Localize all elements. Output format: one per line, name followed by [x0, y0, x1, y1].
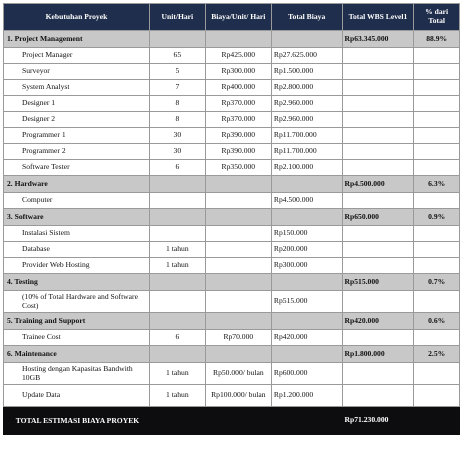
table-header-row: [4, 4, 460, 31]
item-empty-percent: [414, 128, 460, 144]
section-row: [4, 176, 460, 193]
item-name: Computer: [4, 193, 150, 209]
item-empty-percent: [414, 258, 460, 274]
table-row: [4, 80, 460, 96]
item-total: Rp420.000: [271, 330, 342, 346]
item-empty-percent: [414, 112, 460, 128]
cost-estimate-table: [3, 3, 460, 435]
item-name: Programmer 1: [4, 128, 150, 144]
section-percent: 0.6%: [414, 313, 460, 330]
section-empty-cell: [205, 209, 271, 226]
item-total: Rp150.000: [271, 226, 342, 242]
item-name: Update Data: [4, 385, 150, 407]
item-empty-wbs: [342, 330, 414, 346]
item-cost: Rp400.000: [205, 80, 271, 96]
item-empty-wbs: [342, 291, 414, 313]
item-empty-percent: [414, 242, 460, 258]
table-row: [4, 193, 460, 209]
item-unit: 1 tahun: [149, 385, 205, 407]
table-row: [4, 96, 460, 112]
item-total: Rp4.500.000: [271, 193, 342, 209]
item-empty-wbs: [342, 96, 414, 112]
item-unit: 8: [149, 96, 205, 112]
item-empty-wbs: [342, 160, 414, 176]
section-row: [4, 31, 460, 48]
section-wbs-total: Rp1.800.000: [342, 346, 414, 363]
section-empty-cell: [149, 313, 205, 330]
item-empty-wbs: [342, 363, 414, 385]
item-cost: Rp100.000/ bulan: [205, 385, 271, 407]
item-empty-wbs: [342, 128, 414, 144]
table-row: [4, 160, 460, 176]
section-empty-cell: [205, 313, 271, 330]
section-wbs-total: Rp420.000: [342, 313, 414, 330]
item-empty-percent: [414, 80, 460, 96]
table-row: [4, 363, 460, 385]
item-unit: 6: [149, 160, 205, 176]
section-percent: 2.5%: [414, 346, 460, 363]
item-name: System Analyst: [4, 80, 150, 96]
item-total: Rp2.800.000: [271, 80, 342, 96]
grand-total-empty-cell: [205, 407, 271, 435]
section-empty-cell: [271, 176, 342, 193]
header-kebutuhan-proyek: Kebutuhan Proyek: [4, 4, 150, 31]
item-empty-percent: [414, 144, 460, 160]
item-name: Trainee Cost: [4, 330, 150, 346]
grand-total-row: [4, 407, 460, 435]
item-empty-percent: [414, 330, 460, 346]
section-wbs-total: Rp63.345.000: [342, 31, 414, 48]
section-wbs-total: Rp515.000: [342, 274, 414, 291]
section-empty-cell: [271, 209, 342, 226]
item-empty-percent: [414, 363, 460, 385]
section-row: [4, 346, 460, 363]
section-row: [4, 274, 460, 291]
section-percent: 0.7%: [414, 274, 460, 291]
section-name: 1. Project Management: [4, 31, 150, 48]
header-percent-total: % dari Total: [414, 4, 460, 31]
item-cost: [205, 242, 271, 258]
grand-total-empty-cell: [271, 407, 342, 435]
section-empty-cell: [205, 346, 271, 363]
item-total: Rp300.000: [271, 258, 342, 274]
item-unit: 1 tahun: [149, 242, 205, 258]
item-name: Hosting dengan Kapasitas Bandwith 10GB: [4, 363, 150, 385]
section-empty-cell: [149, 209, 205, 226]
section-empty-cell: [205, 176, 271, 193]
item-unit: [149, 291, 205, 313]
table-row: [4, 64, 460, 80]
item-empty-percent: [414, 160, 460, 176]
grand-total-value: Rp71.230.000: [342, 407, 414, 435]
item-total: Rp600.000: [271, 363, 342, 385]
section-wbs-total: Rp650.000: [342, 209, 414, 226]
section-name: 5. Training and Support: [4, 313, 150, 330]
item-cost: Rp390.000: [205, 128, 271, 144]
grand-total-label: TOTAL ESTIMASI BIAYA PROYEK: [4, 407, 150, 435]
section-empty-cell: [205, 274, 271, 291]
item-empty-wbs: [342, 193, 414, 209]
section-name: 2. Hardware: [4, 176, 150, 193]
table-row: [4, 112, 460, 128]
header-biaya-unit-hari: Biaya/Unit/ Hari: [205, 4, 271, 31]
item-unit: [149, 193, 205, 209]
item-unit: 7: [149, 80, 205, 96]
item-empty-percent: [414, 48, 460, 64]
item-name: Designer 2: [4, 112, 150, 128]
item-empty-percent: [414, 291, 460, 313]
item-unit: 65: [149, 48, 205, 64]
item-cost: [205, 258, 271, 274]
item-cost: [205, 226, 271, 242]
grand-total-empty-cell: [149, 407, 205, 435]
item-empty-percent: [414, 193, 460, 209]
item-name: Programmer 2: [4, 144, 150, 160]
item-unit: 8: [149, 112, 205, 128]
item-empty-percent: [414, 64, 460, 80]
item-total: Rp2.960.000: [271, 96, 342, 112]
item-cost: Rp350.000: [205, 160, 271, 176]
section-wbs-total: Rp4.500.000: [342, 176, 414, 193]
section-empty-cell: [271, 274, 342, 291]
table-body: [4, 31, 460, 407]
grand-total-empty-cell: [414, 407, 460, 435]
header-unit-hari: Unit/Hari: [149, 4, 205, 31]
item-empty-wbs: [342, 242, 414, 258]
section-empty-cell: [149, 31, 205, 48]
item-cost: Rp390.000: [205, 144, 271, 160]
section-percent: 0.9%: [414, 209, 460, 226]
section-row: [4, 313, 460, 330]
cost-estimate-table-container: [3, 3, 460, 435]
table-row: [4, 385, 460, 407]
section-empty-cell: [205, 31, 271, 48]
item-cost: Rp70.000: [205, 330, 271, 346]
item-empty-wbs: [342, 226, 414, 242]
item-empty-percent: [414, 226, 460, 242]
item-cost: [205, 291, 271, 313]
item-unit: 30: [149, 144, 205, 160]
section-row: [4, 209, 460, 226]
item-name: Provider Web Hosting: [4, 258, 150, 274]
header-total-wbs-level1: Total WBS Level1: [342, 4, 414, 31]
item-empty-wbs: [342, 144, 414, 160]
item-name: Project Manager: [4, 48, 150, 64]
item-unit: [149, 226, 205, 242]
item-cost: Rp300.000: [205, 64, 271, 80]
table-row: [4, 291, 460, 313]
item-total: Rp1.500.000: [271, 64, 342, 80]
section-percent: 6.3%: [414, 176, 460, 193]
item-empty-wbs: [342, 64, 414, 80]
item-total: Rp515.000: [271, 291, 342, 313]
item-total: Rp200.000: [271, 242, 342, 258]
item-empty-percent: [414, 96, 460, 112]
section-empty-cell: [149, 346, 205, 363]
item-name: Database: [4, 242, 150, 258]
table-row: [4, 144, 460, 160]
section-empty-cell: [271, 31, 342, 48]
table-row: [4, 242, 460, 258]
item-unit: 6: [149, 330, 205, 346]
item-cost: Rp370.000: [205, 112, 271, 128]
table-row: [4, 226, 460, 242]
section-empty-cell: [149, 176, 205, 193]
item-cost: Rp50.000/ bulan: [205, 363, 271, 385]
item-total: Rp27.625.000: [271, 48, 342, 64]
section-empty-cell: [271, 346, 342, 363]
item-total: Rp11.700.000: [271, 128, 342, 144]
item-empty-wbs: [342, 48, 414, 64]
section-percent: 88.9%: [414, 31, 460, 48]
item-empty-wbs: [342, 80, 414, 96]
item-empty-percent: [414, 385, 460, 407]
item-name: Surveyor: [4, 64, 150, 80]
item-empty-wbs: [342, 258, 414, 274]
item-cost: Rp370.000: [205, 96, 271, 112]
table-row: [4, 330, 460, 346]
item-empty-wbs: [342, 112, 414, 128]
item-total: Rp11.700.000: [271, 144, 342, 160]
item-cost: Rp425.000: [205, 48, 271, 64]
item-name: Software Tester: [4, 160, 150, 176]
item-empty-wbs: [342, 385, 414, 407]
table-row: [4, 258, 460, 274]
section-name: 6. Maintenance: [4, 346, 150, 363]
item-unit: 1 tahun: [149, 363, 205, 385]
header-total-biaya: Total Biaya: [271, 4, 342, 31]
table-row: [4, 128, 460, 144]
table-row: [4, 48, 460, 64]
item-total: Rp2.100.000: [271, 160, 342, 176]
section-name: 3. Software: [4, 209, 150, 226]
item-cost: [205, 193, 271, 209]
item-name: (10% of Total Hardware and Software Cost): [4, 291, 150, 313]
item-total: Rp1.200.000: [271, 385, 342, 407]
item-unit: 1 tahun: [149, 258, 205, 274]
section-empty-cell: [271, 313, 342, 330]
item-unit: 30: [149, 128, 205, 144]
section-empty-cell: [149, 274, 205, 291]
item-name: Instalasi Sistem: [4, 226, 150, 242]
item-name: Designer 1: [4, 96, 150, 112]
section-name: 4. Testing: [4, 274, 150, 291]
item-total: Rp2.960.000: [271, 112, 342, 128]
item-unit: 5: [149, 64, 205, 80]
